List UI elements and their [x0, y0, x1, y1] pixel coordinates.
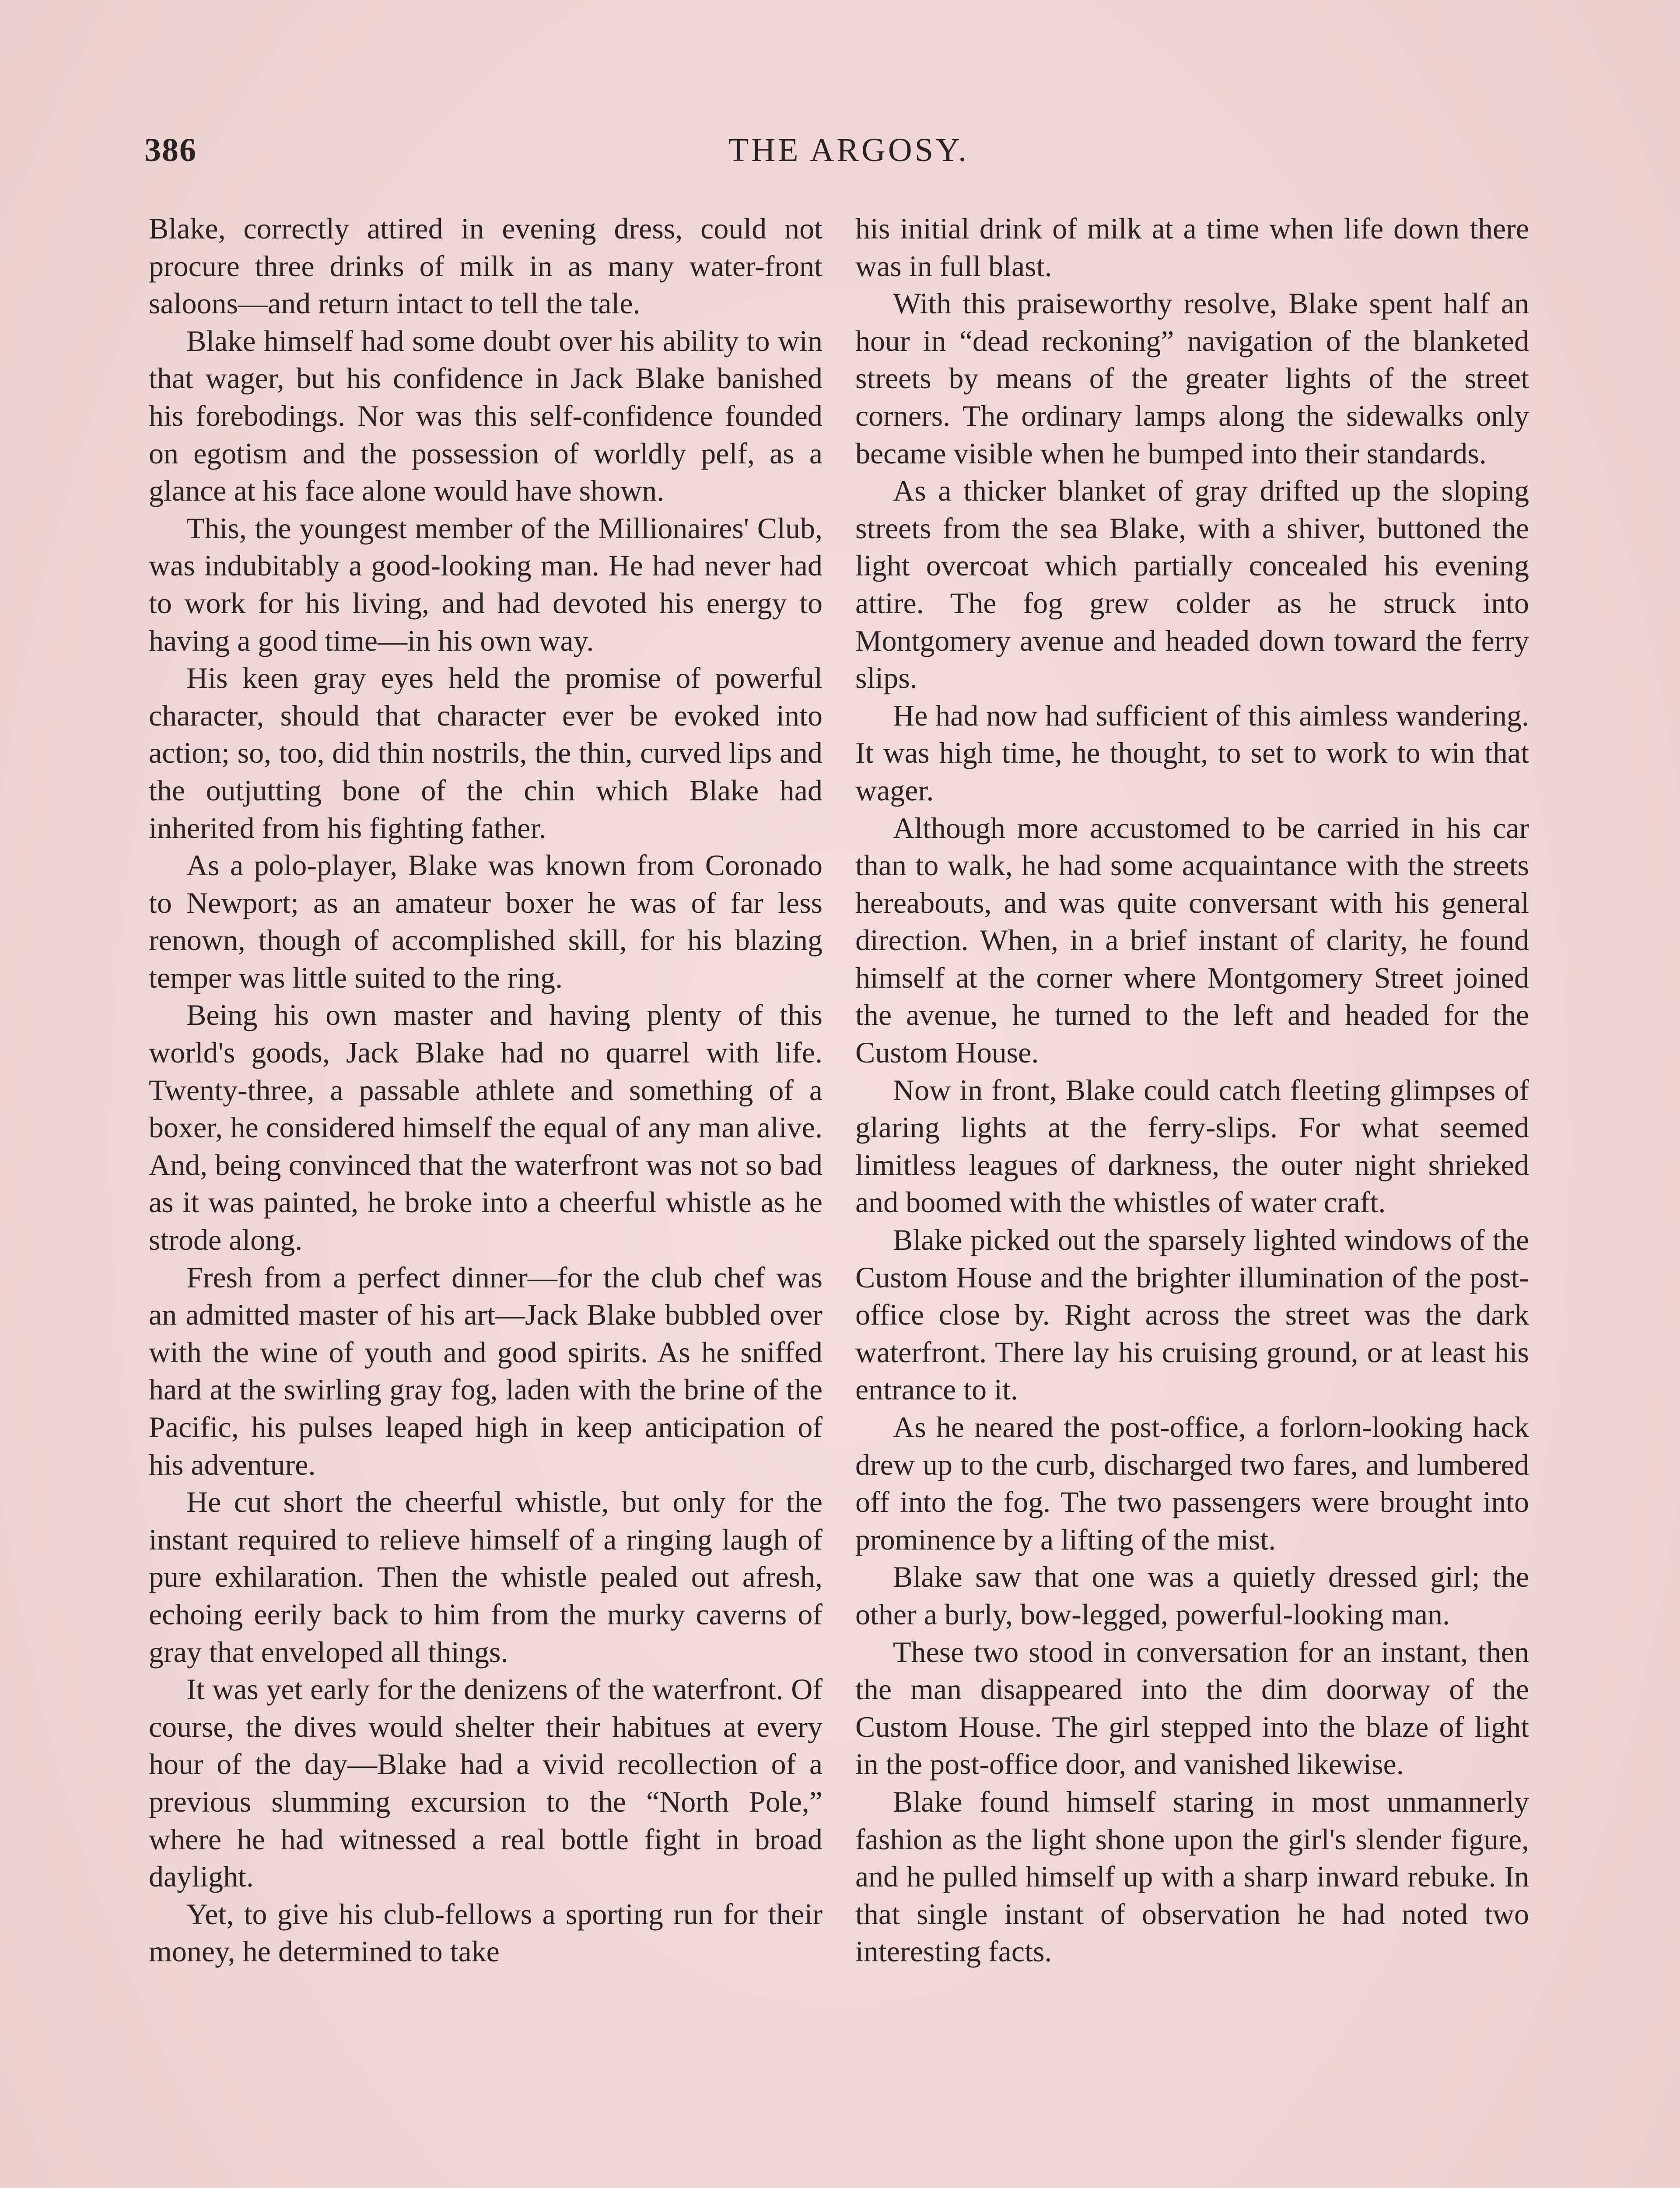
paragraph: This, the youngest member of the Millionaires' Club, was indubitably a good-looking man. He had never had to work for his living, and had devoted his energy to having a good time—in his own way.	[149, 511, 822, 657]
paragraph: He cut short the cheerful whistle, but only for the instant required to relieve himself of a ringing laugh of pure exhilaration. Then the whistle pealed out afresh, echoing eerily back to him from the murky caverns of gray that enveloped all things.	[149, 1485, 822, 1669]
paragraph: Now in front, Blake could catch fleeting glimpses of glaring lights at the ferry-slips. For what seemed limitless leagues of darkness, the outer night shrieked and boomed with the whistles of water craft.	[855, 1073, 1529, 1219]
paragraph: His keen gray eyes held the promise of powerful character, should that character ever be evoked into action; so, too, did thin nostrils, the thin, curved lips and the outjutting bone of the chin which Blake had inherited from his fighting father.	[149, 661, 822, 845]
paragraph: As he neared the post-office, a forlorn-looking hack drew up to the curb, discharged two fares, and lumbered off into the fog. The two passengers were brought into prominence by a lifting of the mist.	[855, 1410, 1529, 1556]
right-column	[855, 210, 1529, 2188]
paragraph: He had now had sufficient of this aimless wandering. It was high time, he thought, to set to work to win that wager.	[855, 698, 1529, 807]
paragraph: As a thicker blanket of gray drifted up the sloping streets from the sea Blake, with a shiver, buttoned the light overcoat which partially concealed his evening attire. The fog grew colder as he struck into Montgomery avenue and headed down toward the ferry slips.	[855, 474, 1529, 695]
page-header	[144, 131, 1553, 184]
paragraph: Blake saw that one was a quietly dressed girl; the other a burly, bow-legged, powerful-looking man.	[855, 1560, 1529, 1631]
left-column	[149, 210, 822, 2188]
paragraph: As a polo-player, Blake was known from Coronado to Newport; as an amateur boxer he was of far less renown, though of accomplished skill, for his blazing temper was little suited to the ring.	[149, 849, 822, 994]
paragraph: Blake picked out the sparsely lighted windows of the Custom House and the brighter illumination of the post-office close by. Right across the street was the dark waterfront. There lay his cruising ground, or at least his entrance to it.	[855, 1223, 1529, 1406]
paragraph: These two stood in conversation for an instant, then the man disappeared into the dim doorway of the Custom House. The girl stepped into the blaze of light in the post-office door, and vanished likewise.	[855, 1635, 1529, 1781]
paragraph: Being his own master and having plenty of this world's goods, Jack Blake had no quarrel with life. Twenty-three, a passable athlete and something of a boxer, he considered himself the equal of any man alive. And, being convinced that the waterfront was not so bad as it was painted, he broke into a cheerful whistle as he strode along.	[149, 998, 822, 1257]
paragraph: With this praiseworthy resolve, Blake spent half an hour in “dead reckoning” navigation of the blanketed streets by means of the greater lights of the street corners. The ordinary lamps along the sidewalks only became visible when he bumped into their standards.	[855, 287, 1529, 470]
paragraph: Blake, correctly attired in evening dress, could not procure three drinks of milk in as many water-front saloons—and return intact to tell the tale.	[149, 212, 822, 320]
paragraph: Yet, to give his club-fellows a sporting run for their money, he determined to take	[149, 1897, 822, 1968]
paragraph: Blake himself had some doubt over his ability to win that wager, but his confidence in Jack Blake banished his forebodings. Nor was this self-confidence founded on egotism and the possession of worldly pelf, as a glance at his face alone would have shown.	[149, 324, 822, 508]
running-head: THE ARGOSY.	[728, 132, 970, 168]
paragraph: his initial drink of milk at a time when life down there was in full blast.	[855, 212, 1529, 283]
paragraph: Blake found himself staring in most unmannerly fashion as the light shone upon the girl's slender figure, and he pulled himself up with a sharp inward rebuke. In that single instant of observation he had noted two interesting facts.	[855, 1785, 1529, 1968]
page-number: 386	[144, 132, 197, 168]
paragraph: Although more accustomed to be carried in his car than to walk, he had some acquaintance with the streets hereabouts, and was quite conversant with his general direction. When, in a brief instant of clarity, he found himself at the corner where Montgomery Street joined the avenue, he turned to the left and headed for the Custom House.	[855, 811, 1529, 1069]
paragraph: Fresh from a perfect dinner—for the club chef was an admitted master of his art—Jack Blake bubbled over with the wine of youth and good spirits. As he sniffed hard at the swirling gray fog, laden with the brine of the Pacific, his pulses leaped high in keep anticipation of his adventure.	[149, 1260, 822, 1481]
paragraph: It was yet early for the denizens of the waterfront. Of course, the dives would shelter their habitues at every hour of the day—Blake had a vivid recollection of a previous slumming excursion to the “North Pole,” where he had witnessed a real bottle fight in broad daylight.	[149, 1673, 822, 1893]
